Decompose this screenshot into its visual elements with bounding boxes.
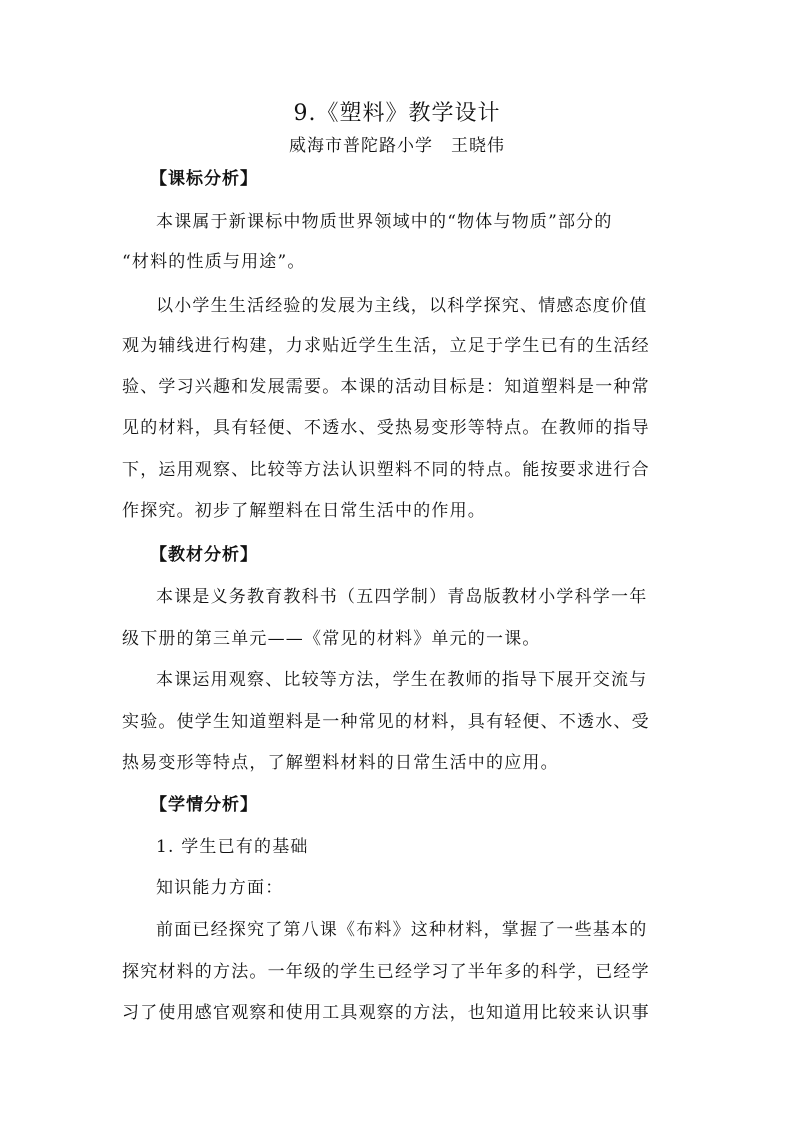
- paragraph-line: 见的材料，具有轻便、不透水、受热易变形等特点。在教师的指导: [122, 418, 650, 438]
- paragraph-line: 下，运用观察、比较等方法认识塑料不同的特点。能按要求进行合: [122, 460, 650, 480]
- section-heading-textbook: 【教材分析】: [150, 545, 258, 565]
- paragraph-line: 实验。使学生知道塑料是一种常见的材料，具有轻便、不透水、受: [122, 712, 650, 732]
- paragraph-line: 探究材料的方法。一年级的学生已经学习了半年多的科学，已经学: [122, 962, 650, 982]
- subheading: 知识能力方面：: [156, 878, 284, 898]
- list-item: 1. 学生已有的基础: [156, 837, 309, 857]
- paragraph-line: “材料的性质与用途”。: [122, 252, 306, 272]
- paragraph-line: 验、学习兴趣和发展需要。本课的活动目标是：知道塑料是一种常: [122, 377, 650, 397]
- paragraph-line: 前面已经探究了第八课《布料》这种材料，掌握了一些基本的: [156, 920, 648, 940]
- paragraph-line: 热易变形等特点，了解塑料材料的日常生活中的应用。: [122, 753, 559, 773]
- paragraph-line: 作探究。初步了解塑料在日常生活中的作用。: [122, 501, 486, 521]
- paragraph-line: 本课是义务教育教科书（五四学制）青岛版教材小学科学一年: [156, 587, 648, 607]
- paragraph-line: 观为辅线进行构建，力求贴近学生生活，立足于学生已有的生活经: [122, 336, 650, 356]
- section-heading-students: 【学情分析】: [150, 795, 258, 815]
- paragraph-line: 习了使用感官观察和使用工具观察的方法，也知道用比较来认识事: [122, 1003, 650, 1023]
- document-title: 9.《塑料》教学设计: [293, 101, 501, 126]
- paragraph-line: 本课运用观察、比较等方法，学生在教师的指导下展开交流与: [156, 670, 648, 690]
- paragraph-line: 本课属于新课标中物质世界领域中的“物体与物质”部分的: [156, 212, 613, 232]
- section-heading-curriculum: 【课标分析】: [150, 169, 258, 189]
- paragraph-line: 以小学生生活经验的发展为主线，以科学探究、情感态度价值: [156, 296, 648, 316]
- paragraph-line: 级下册的第三单元——《常见的材料》单元的一课。: [122, 629, 541, 649]
- author-line: 威海市普陀路小学 王晓伟: [289, 136, 505, 156]
